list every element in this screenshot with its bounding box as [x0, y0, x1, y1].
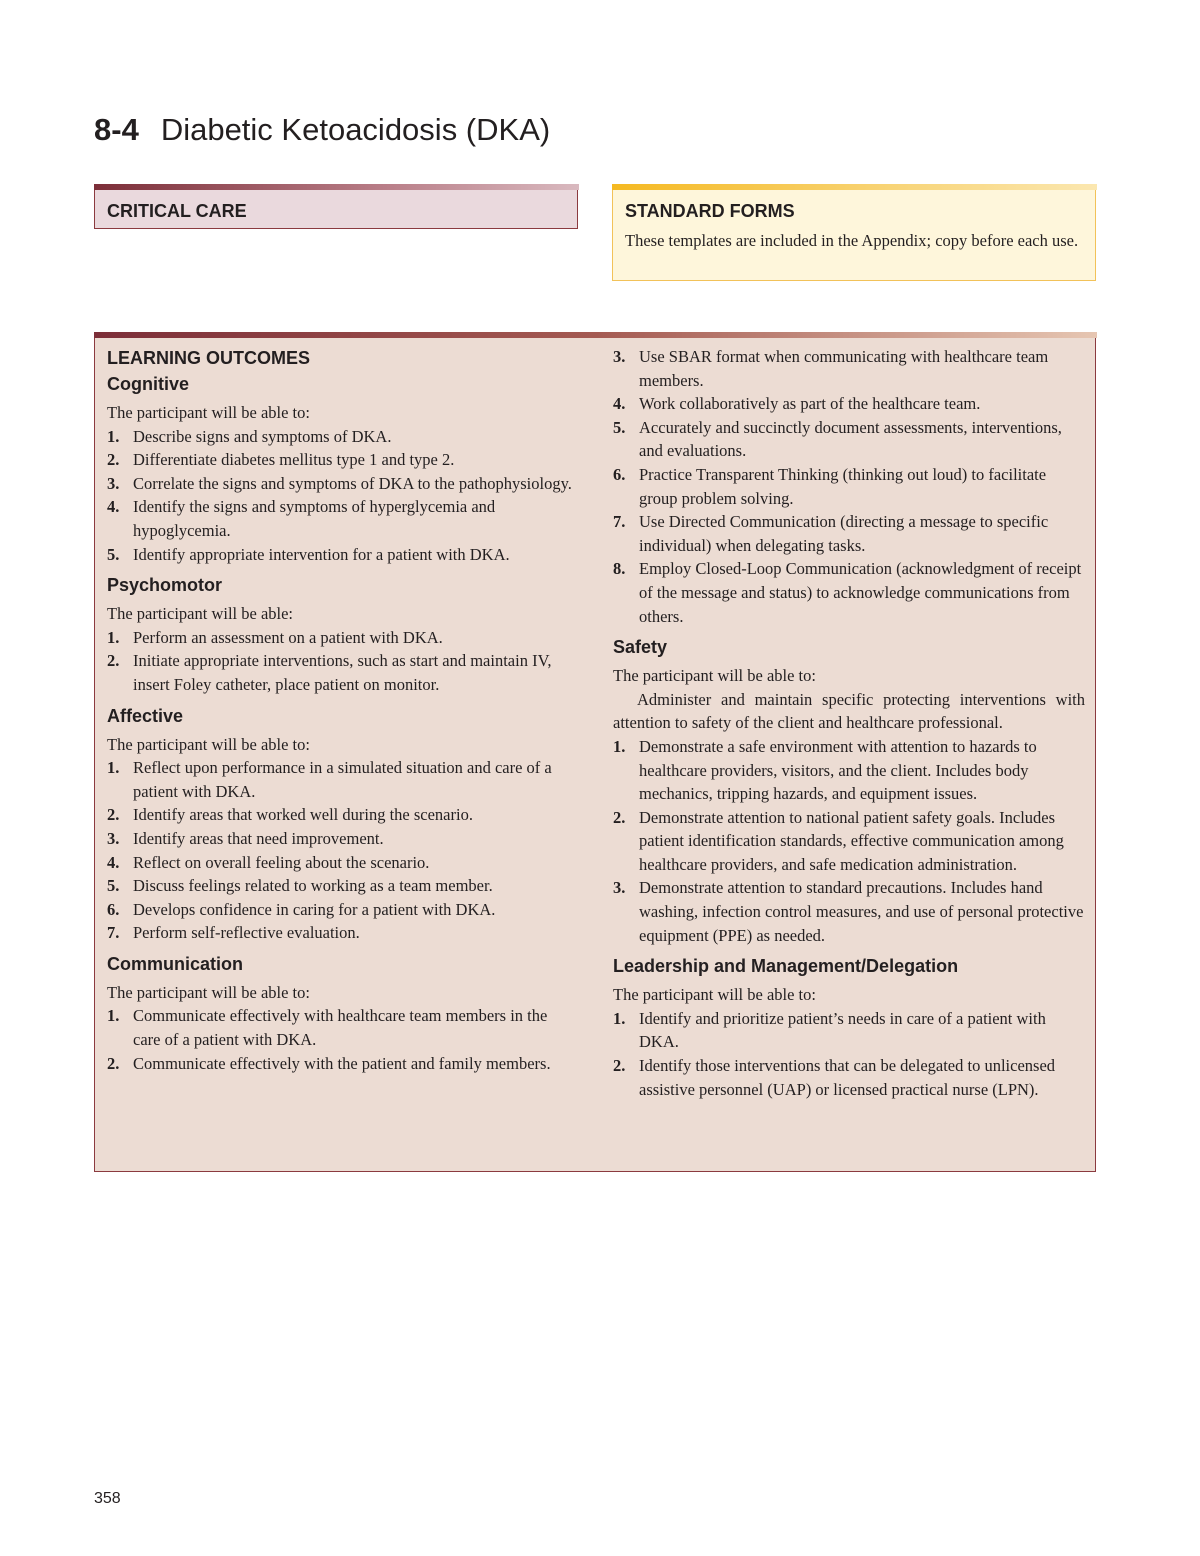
item-number: 3. — [613, 878, 626, 898]
critical-care-box — [94, 184, 578, 229]
list-item — [107, 851, 577, 875]
item-number: 7. — [107, 923, 120, 943]
safety-intro: The participant will be able to: — [613, 666, 816, 686]
item-text: Discuss feelings related to working as a team member. — [133, 876, 493, 896]
standard-forms-bar — [612, 184, 1097, 190]
psychomotor-list — [107, 626, 577, 697]
standard-forms-box — [612, 184, 1096, 281]
list-item — [107, 649, 577, 696]
list-item — [613, 1007, 1085, 1054]
item-number: 3. — [107, 828, 120, 848]
list-item — [107, 803, 577, 827]
leadership-list — [613, 1007, 1085, 1101]
list-item — [107, 425, 577, 449]
item-text: Identify areas that worked well during the scenario. — [133, 805, 473, 825]
learning-outcomes-bar — [94, 332, 1097, 338]
communication-list-part1 — [107, 1004, 577, 1075]
list-item — [107, 448, 577, 472]
item-number: 8. — [613, 559, 626, 579]
item-text: Communicate effectively with the patient and family members. — [133, 1053, 551, 1073]
item-text: Identify areas that need improvement. — [133, 828, 384, 848]
item-number: 1. — [107, 627, 120, 647]
item-number: 2. — [613, 1056, 626, 1076]
affective-heading: Affective — [107, 705, 184, 726]
item-number: 6. — [107, 899, 120, 919]
page-title — [94, 112, 550, 148]
cognitive-intro: The participant will be able to: — [107, 403, 310, 422]
item-number: 2. — [107, 450, 120, 470]
item-text: Reflect on overall feeling about the scenario. — [133, 852, 430, 872]
item-text: Demonstrate attention to standard precautions. Includes hand washing, infection control measures, and use of personal protective equipment (PPE) as needed. — [639, 878, 1084, 945]
right-column — [613, 345, 1085, 1101]
item-text: Identify appropriate intervention for a patient with DKA. — [133, 544, 510, 564]
list-item — [107, 874, 577, 898]
cognitive-heading: Cognitive — [107, 374, 190, 394]
page-number: 358 — [94, 1490, 121, 1507]
affective-intro: The participant will be able to: — [107, 734, 310, 754]
critical-care-label: CRITICAL CARE — [107, 201, 247, 221]
item-number: 4. — [107, 852, 120, 872]
item-number: 1. — [107, 1006, 120, 1026]
item-text: Employ Closed-Loop Communication (acknowledgment of receipt of the message and status) to acknowledge communications from others. — [639, 559, 1082, 626]
list-item — [613, 1054, 1085, 1101]
list-item — [107, 1052, 577, 1076]
item-text: Describe signs and symptoms of DKA. — [133, 426, 392, 446]
item-text: Identify and prioritize patient’s needs in care of a patient with DKA. — [639, 1008, 1046, 1052]
item-text: Perform an assessment on a patient with DKA. — [133, 627, 443, 647]
standard-forms-text: These templates are included in the Appendix; copy before each use. — [625, 231, 1079, 250]
list-item — [107, 1004, 577, 1051]
item-text: Reflect upon performance in a simulated situation and care of a patient with DKA. — [133, 758, 552, 801]
item-text: Develops confidence in caring for a patient with DKA. — [133, 899, 496, 919]
item-number: 5. — [107, 544, 120, 564]
list-item — [107, 827, 577, 851]
item-text: Demonstrate a safe environment with attention to hazards to healthcare providers, visitors, and the client. Includes body mechanics, tripping hazards, and equipment issues. — [639, 736, 1037, 804]
communication-intro: The participant will be able to: — [107, 982, 310, 1002]
item-text: Initiate appropriate interventions, such as start and maintain IV, insert Foley catheter, place patient on monitor. — [133, 651, 552, 694]
critical-care-bar — [94, 184, 579, 190]
item-number: 3. — [613, 347, 626, 366]
item-text: Differentiate diabetes mellitus type 1 and type 2. — [133, 450, 455, 470]
item-number: 4. — [107, 497, 120, 517]
list-item — [613, 876, 1085, 947]
item-number: 6. — [613, 464, 626, 484]
list-item — [613, 510, 1085, 557]
item-number: 3. — [107, 473, 120, 493]
item-text: Demonstrate attention to national patient safety goals. Includes patient identification standards, effective communication among healthcare providers, and safe medication administration. — [639, 807, 1064, 874]
cognitive-list — [107, 425, 577, 567]
item-number: 2. — [613, 807, 626, 827]
list-item — [107, 756, 577, 803]
communication-heading: Communication — [107, 953, 244, 974]
list-item — [107, 626, 577, 650]
psychomotor-heading: Psychomotor — [107, 575, 223, 596]
item-number: 2. — [107, 651, 120, 671]
list-item — [107, 495, 577, 542]
list-item — [107, 472, 577, 496]
item-number: 5. — [613, 417, 626, 437]
item-number: 1. — [107, 758, 120, 778]
list-item — [613, 463, 1085, 510]
psychomotor-intro: The participant will be able: — [107, 604, 294, 624]
item-text: Correlate the signs and symptoms of DKA to the pathophysiology. — [133, 473, 572, 493]
item-number: 2. — [107, 1053, 120, 1073]
item-number: 1. — [613, 736, 626, 756]
safety-list — [613, 735, 1085, 947]
item-number: 1. — [613, 1008, 626, 1028]
list-item — [613, 806, 1085, 877]
list-item — [613, 345, 1085, 392]
leadership-intro: The participant will be able to: — [613, 985, 816, 1005]
item-number: 7. — [613, 512, 626, 532]
list-item — [107, 898, 577, 922]
list-item — [613, 735, 1085, 806]
learning-outcomes-box — [94, 332, 1096, 1172]
leadership-heading: Leadership and Management/Delegation — [613, 956, 959, 977]
item-text: Perform self-reflective evaluation. — [133, 923, 360, 943]
list-item — [107, 921, 577, 945]
item-text: Use SBAR format when communicating with healthcare team members. — [639, 347, 1049, 390]
safety-heading: Safety — [613, 637, 668, 658]
item-text: Use Directed Communication (directing a message to specific individual) when delegating tasks. — [639, 512, 1049, 555]
safety-paragraph: Administer and maintain specific protecting interventions with attention to safety of the client and healthcare professional. — [613, 689, 1085, 733]
item-text: Identify the signs and symptoms of hyperglycemia and hypoglycemia. — [133, 497, 496, 540]
standard-forms-label: STANDARD FORMS — [625, 201, 795, 221]
item-number: 2. — [107, 805, 120, 825]
learning-outcomes-title: LEARNING OUTCOMES — [107, 348, 311, 368]
item-text: Communicate effectively with healthcare team members in the care of a patient with DKA. — [133, 1006, 548, 1050]
list-item — [107, 543, 577, 567]
item-number: 1. — [107, 426, 120, 446]
section-title: Diabetic Ketoacidosis (DKA) — [160, 112, 551, 147]
item-text: Identify those interventions that can be delegated to unlicensed assistive personnel (UAP) or licensed practical nurse (LPN). — [639, 1056, 1056, 1099]
item-text: Work collaboratively as part of the healthcare team. — [639, 394, 981, 414]
section-number: 8-4 — [94, 112, 139, 147]
affective-list — [107, 756, 577, 945]
communication-list-part2 — [613, 345, 1085, 628]
list-item — [613, 416, 1085, 463]
item-number: 4. — [613, 394, 626, 414]
list-item — [613, 392, 1085, 416]
item-text: Practice Transparent Thinking (thinking out loud) to facilitate group problem solving. — [639, 464, 1047, 508]
list-item — [613, 557, 1085, 628]
item-text: Accurately and succinctly document assessments, interventions, and evaluations. — [639, 417, 1062, 461]
left-column — [107, 345, 577, 1075]
item-number: 5. — [107, 876, 120, 896]
